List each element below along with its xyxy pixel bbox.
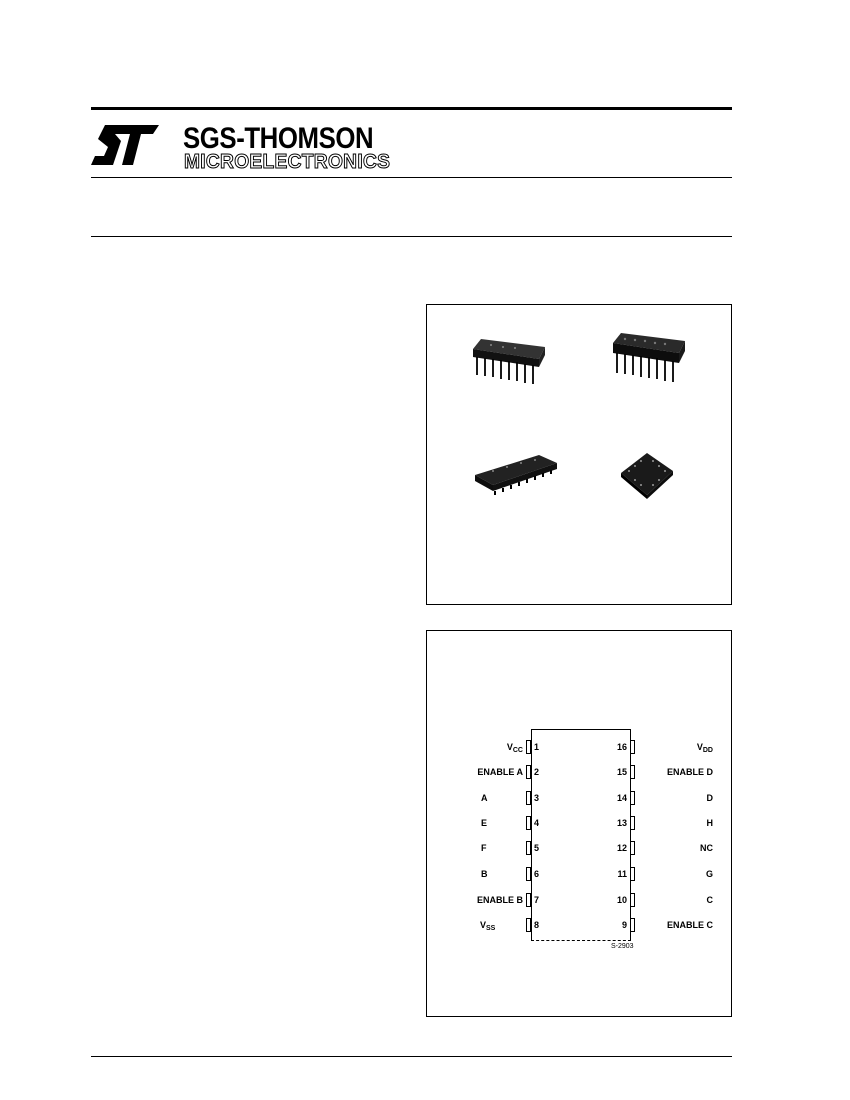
st-logo-icon	[91, 125, 159, 165]
pin-label: A	[481, 793, 488, 803]
header-rule-top	[91, 107, 732, 110]
pin-label: $V_{CC}$	[506, 742, 523, 754]
pin-number: 12	[616, 843, 627, 853]
pin-label: F	[481, 843, 487, 853]
plcc-package-icon	[619, 449, 675, 501]
dip-16-package-icon	[469, 333, 551, 391]
pin-tab	[526, 893, 531, 907]
pin-label: ENABLE B	[476, 895, 523, 905]
pin-number: 3	[534, 793, 540, 803]
pin-tab	[526, 918, 531, 932]
figure-code: S-2903	[611, 943, 634, 950]
pin-tab	[630, 841, 635, 855]
pin-tab	[630, 816, 635, 830]
footer-rule	[91, 1056, 732, 1057]
packages-panel	[426, 304, 732, 605]
pin-label: B	[481, 869, 488, 879]
pin-number: 16	[616, 742, 627, 752]
ic-body-outline	[531, 729, 631, 941]
pin-number: 4	[534, 818, 540, 828]
pin-label: ENABLE A	[477, 767, 523, 777]
pin-tab	[526, 740, 531, 754]
pin-label: ENABLE C	[666, 920, 713, 930]
pin-label: $V_{DD}$	[696, 742, 713, 754]
pin-number: 14	[616, 793, 627, 803]
pin-number: 15	[616, 767, 627, 777]
pin-tab	[526, 765, 531, 779]
pin-number: 13	[616, 818, 627, 828]
pin-label: $V_{SS}$	[480, 920, 496, 932]
dip-16-ceramic-package-icon	[609, 327, 691, 389]
pin-label: D	[706, 793, 713, 803]
pin-number: 10	[616, 895, 627, 905]
pin-number: 2	[534, 767, 540, 777]
pin-number: 7	[534, 895, 540, 905]
header-rule-lower	[91, 236, 732, 237]
so-16-package-icon	[473, 451, 561, 497]
pin-tab	[526, 791, 531, 805]
pin-label: ENABLE D	[666, 767, 713, 777]
pin-tab	[630, 765, 635, 779]
pin-number: 8	[534, 920, 540, 930]
pin-number: 6	[534, 869, 540, 879]
header-rule-middle	[91, 177, 732, 178]
brand-subtitle: MICROELECTRONICS	[184, 151, 391, 173]
pin-label: G	[705, 869, 713, 879]
pin-tab	[526, 841, 531, 855]
pin-tab	[630, 791, 635, 805]
pin-tab	[526, 816, 531, 830]
pin-label: NC	[700, 843, 713, 853]
pin-tab	[630, 740, 635, 754]
pin-tab	[526, 867, 531, 881]
pin-tab	[630, 867, 635, 881]
pin-tab	[630, 893, 635, 907]
pin-number: 5	[534, 843, 540, 853]
pin-label: C	[706, 895, 713, 905]
brand-name: SGS-THOMSON	[183, 122, 374, 155]
pin-number: 1	[534, 742, 540, 752]
pin-label: E	[481, 818, 488, 828]
pin-connections-panel	[426, 630, 732, 1017]
pin-number: 11	[617, 869, 627, 879]
company-logo	[91, 123, 421, 173]
pin-label: H	[706, 818, 713, 828]
pin-number: 9	[621, 920, 627, 930]
pin-tab	[630, 918, 635, 932]
